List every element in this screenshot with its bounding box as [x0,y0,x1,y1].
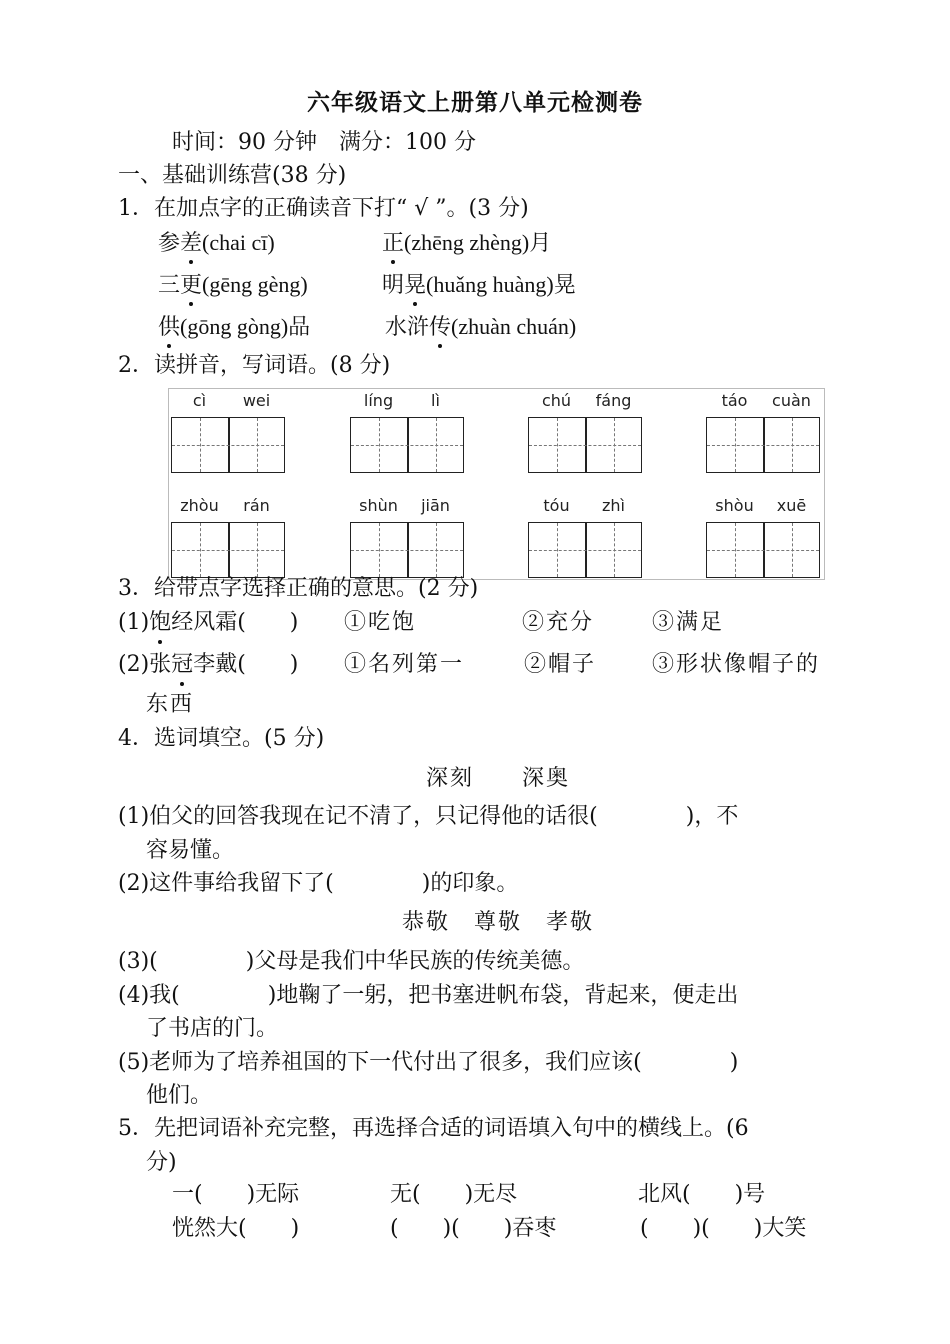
exam-meta: 时间：90 分钟 满分：100 分 [172,130,476,155]
pinyin-label: tóu [543,496,570,515]
page-title: 六年级语文上册第八单元检测卷 [307,90,643,116]
pinyin-label: chú [541,391,572,410]
pinyin-label: zhì [602,496,625,515]
pinyin-label: táo [721,391,748,410]
q4-sentence-continued: 容易懂。 [146,838,235,863]
pinyin-label: fáng [595,391,632,410]
word-choice-bank: 深刻 深奥 [426,766,571,791]
pinyin-label: shùn [359,496,398,515]
pinyin-label: jiān [421,496,450,515]
idiom-blank: 无( )无尽 [390,1182,518,1207]
q3-option-continued: 东西 [146,692,195,717]
writing-boxes[interactable] [350,417,464,473]
q1-item: 供(gōng gòng)品 [158,312,310,342]
writing-boxes[interactable] [528,417,642,473]
q1-heading: 1．在加点字的正确读音下打“ √ ”。(3 分) [118,196,529,221]
pinyin-label: lì [431,391,440,410]
pinyin-label: shòu [715,496,754,515]
idiom-blank: 一( )无际 [172,1182,300,1207]
q5-heading-continued: 分) [146,1150,177,1175]
q3-item-1: (1)饱经风霜( ) [118,608,298,638]
q4-sentence: (2)这件事给我留下了( )的印象。 [118,871,519,896]
pinyin-label: rán [243,496,270,515]
pinyin-label: zhòu [180,496,219,515]
writing-boxes[interactable] [171,522,285,578]
q3-option: ③形状像帽子的 [652,652,821,677]
q1-item: 正(zhēng zhèng)月 [382,228,551,258]
q3-option: ①吃饱 [344,610,417,635]
writing-boxes[interactable] [350,522,464,578]
pinyin-label: líng [363,391,394,410]
q4-heading: 4．选词填空。(5 分) [118,726,325,751]
q4-sentence: (5)老师为了培养祖国的下一代付出了很多，我们应该( ) [118,1050,739,1075]
q4-sentence: (3)( )父母是我们中华民族的传统美德。 [118,949,585,974]
idiom-blank: ( )( )大笑 [640,1216,807,1241]
pinyin-writing-grid [168,388,825,580]
word-choice-bank: 恭敬 尊敬 孝敬 [402,910,595,935]
writing-boxes[interactable] [171,417,285,473]
writing-boxes[interactable] [706,417,820,473]
section-heading: 一、基础训练营(38 分) [118,163,347,188]
q1-item: 水浒传(zhuàn chuán) [385,312,576,342]
q4-sentence: (4)我( )地鞠了一躬，把书塞进帆布袋，背起来，便走出 [118,983,739,1008]
q3-option: ①名列第一 [344,652,465,677]
writing-boxes[interactable] [706,522,820,578]
q3-option: ③满足 [652,610,725,635]
q3-item-2: (2)张冠李戴( ) [118,650,298,680]
idiom-blank: ( )( )吞枣 [390,1216,557,1241]
q4-sentence-continued: 了书店的门。 [146,1016,279,1041]
q4-sentence: (1)伯父的回答我现在记不清了，只记得他的话很( )，不 [118,804,739,829]
pinyin-label: cuàn [772,391,811,410]
q3-option: ②充分 [522,610,595,635]
pinyin-label: cì [192,391,207,410]
q3-option: ②帽子 [524,652,597,677]
q5-heading: 5．先把词语补充完整，再选择合适的词语填入句中的横线上。(6 [118,1116,749,1141]
q1-item: 参差(chai cī) [158,228,275,258]
pinyin-label: wei [242,391,271,410]
q1-item: 三更(gēng gèng) [158,270,308,300]
idiom-blank: 恍然大( ) [172,1216,300,1241]
q2-heading: 2．读拼音，写词语。(8 分) [118,353,391,378]
q3-heading: 3．给带点字选择正确的意思。(2 分) [118,576,479,601]
writing-boxes[interactable] [528,522,642,578]
q1-item: 明晃(huǎng huàng)晃 [382,270,576,300]
q4-sentence-continued: 他们。 [146,1083,213,1108]
pinyin-label: xuē [776,496,807,515]
idiom-blank: 北风( )号 [638,1182,766,1207]
